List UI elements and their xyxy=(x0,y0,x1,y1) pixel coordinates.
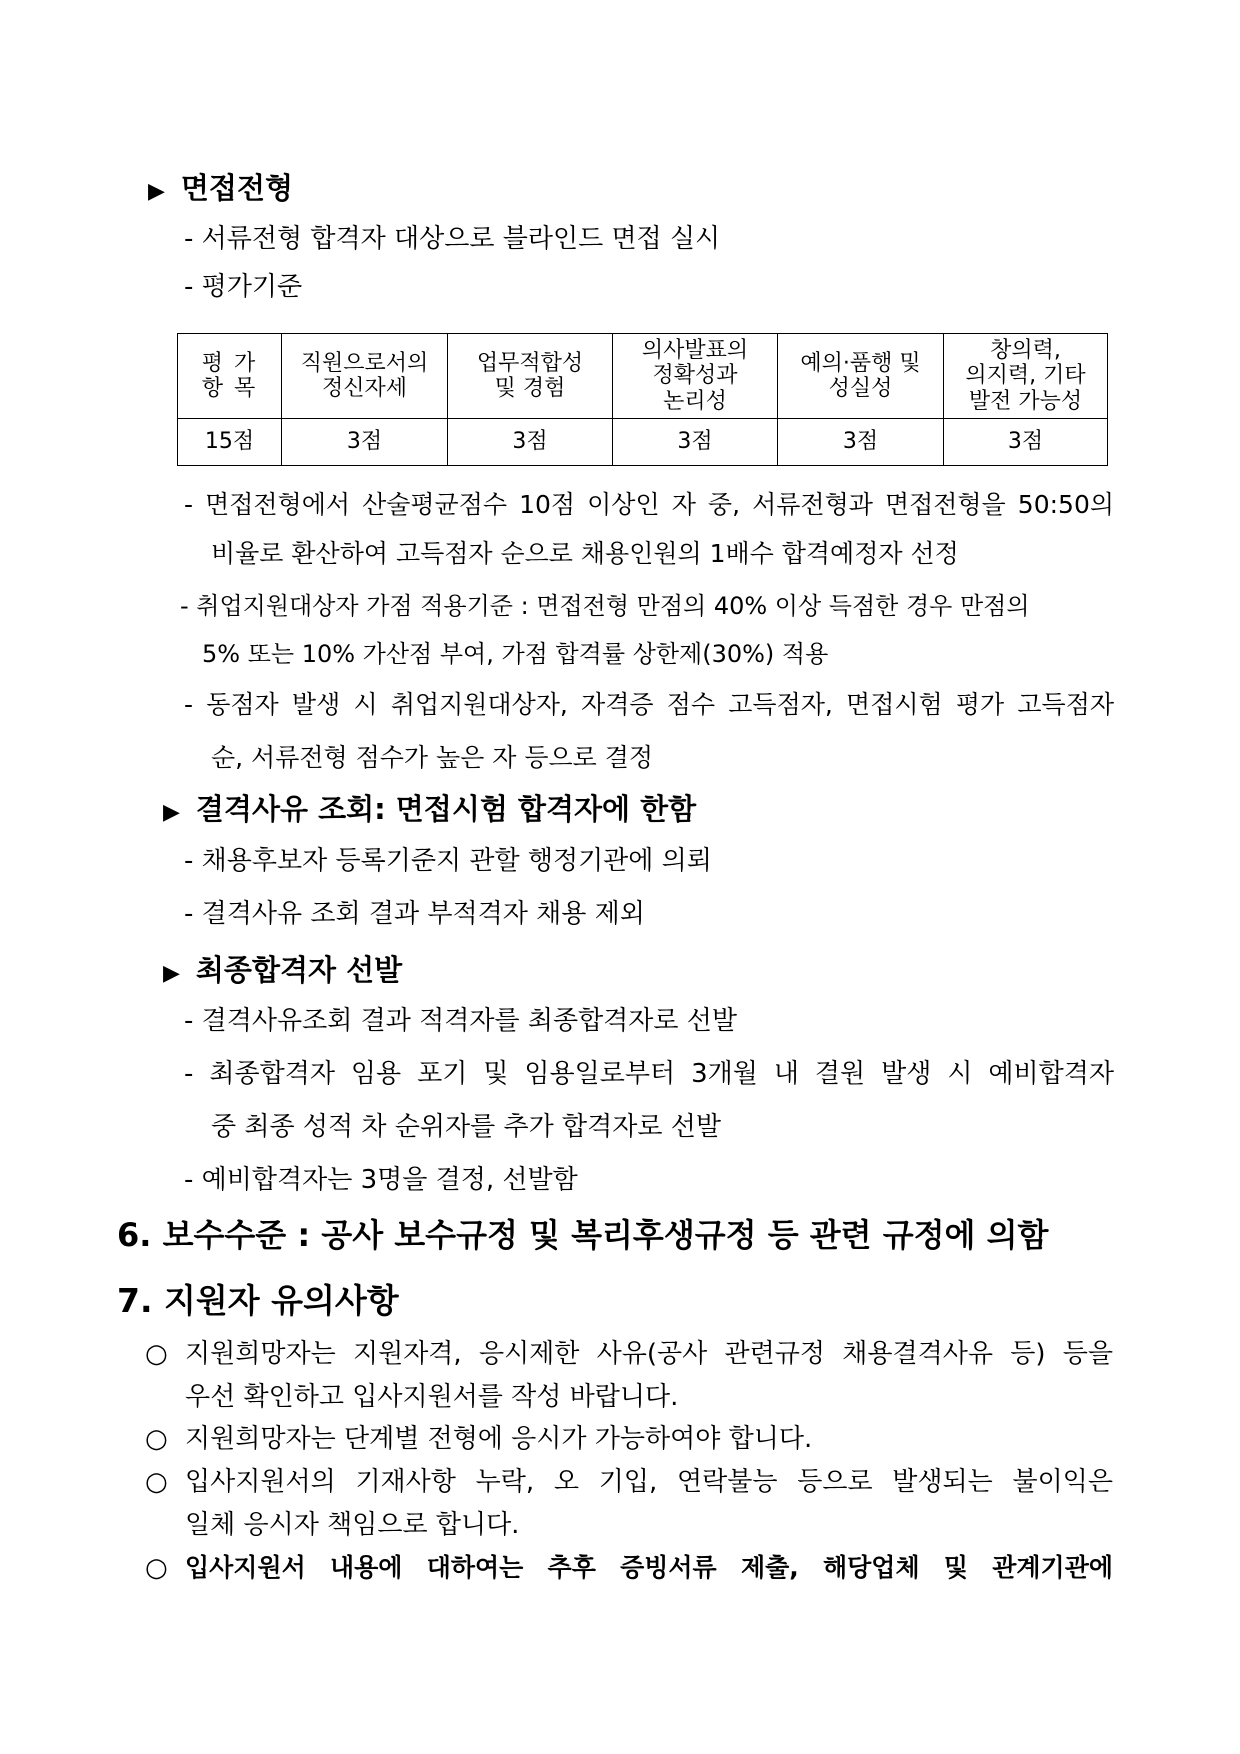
circle-bullet-icon: ○ xyxy=(145,1339,168,1369)
section-6-heading: 6. 보수수준 : 공사 보수규정 및 복리후생규정 등 관련 규정에 의함 xyxy=(117,1216,1049,1254)
criteria-header-row xyxy=(178,334,1108,419)
interview-item-2: - 평가기준 xyxy=(184,272,303,302)
circle-bullet-icon: ○ xyxy=(145,1424,168,1454)
interview-note-1-line-2: 비율로 환산하여 고득점자 순으로 채용인원의 1배수 합격예정자 선정 xyxy=(211,539,959,568)
criteria-score-cell: 3점 xyxy=(282,419,448,466)
criteria-header-cell: 직원으로서의 정신자세 xyxy=(282,334,448,419)
circle-bullet-icon: ○ xyxy=(145,1467,168,1497)
criteria-header-cell: 업무적합성 및 경험 xyxy=(448,334,613,419)
final-item-2-line-2: 중 최종 성적 차 순위자를 추가 합격자로 선발 xyxy=(211,1112,721,1142)
criteria-header-cell: 의사발표의 정확성과 논리성 xyxy=(613,334,778,419)
triangle-bullet-icon: ▶ xyxy=(163,961,180,986)
final-item-2-line-1: - 최종합격자 임용 포기 및 임용일로부터 3개월 내 결원 발생 시 예비합격자 xyxy=(184,1059,1114,1089)
triangle-bullet-icon: ▶ xyxy=(163,800,180,825)
criteria-score-cell: 3점 xyxy=(448,419,613,466)
interview-note-2-line-1: - 취업지원대상자 가점 적용기준 : 면접전형 만점의 40% 이상 득점한 경우 만점의 xyxy=(180,592,1030,620)
criteria-score-cell: 3점 xyxy=(778,419,944,466)
criteria-table xyxy=(177,333,1108,466)
notice-3-line-2: 일체 응시자 책임으로 합니다. xyxy=(185,1510,520,1540)
notice-1-line-1: ○ 지원희망자는 지원자격, 응시제한 사유(공사 관련규정 채용결격사유 등) 등을 xyxy=(145,1339,1113,1369)
disqualification-heading: ▶ 결격사유 조회: 면접시험 합격자에 한함 xyxy=(163,792,697,826)
notice-3-line-1: ○ 입사지원서의 기재사항 누락, 오 기입, 연락불능 등으로 발생되는 불이익은 xyxy=(145,1467,1113,1497)
criteria-header-cell: 예의·품행 및 성실성 xyxy=(778,334,944,419)
final-heading: ▶ 최종합격자 선발 xyxy=(163,953,403,987)
criteria-score-row xyxy=(178,419,1108,466)
criteria-score-cell: 3점 xyxy=(613,419,778,466)
criteria-header-cell: 창의력, 의지력, 기타 발전 가능성 xyxy=(944,334,1108,419)
criteria-score-cell: 15점 xyxy=(178,419,282,466)
circle-bullet-icon: ○ xyxy=(145,1553,168,1583)
disqualification-item-1: - 채용후보자 등록기준지 관할 행정기관에 의뢰 xyxy=(184,846,712,876)
interview-item-1: - 서류전형 합격자 대상으로 블라인드 면접 실시 xyxy=(184,224,721,254)
interview-note-1-line-1: - 면접전형에서 산술평균점수 10점 이상인 자 중, 서류전형과 면접전형을 50:50의 xyxy=(184,490,1114,519)
section-7-heading: 7. 지원자 유의사항 xyxy=(117,1281,399,1320)
interview-note-3-line-2: 순, 서류전형 점수가 높은 자 등으로 결정 xyxy=(211,743,654,772)
final-item-3: - 예비합격자는 3명을 결정, 선발함 xyxy=(184,1165,578,1195)
notice-1-line-2: 우선 확인하고 입사지원서를 작성 바랍니다. xyxy=(185,1382,679,1412)
notice-2: ○ 지원희망자는 단계별 전형에 응시가 가능하여야 합니다. xyxy=(145,1424,813,1454)
criteria-score-cell: 3점 xyxy=(944,419,1108,466)
interview-heading: ▶ 면접전형 xyxy=(148,171,293,205)
final-item-1: - 결격사유조회 결과 적격자를 최종합격자로 선발 xyxy=(184,1006,738,1036)
triangle-bullet-icon: ▶ xyxy=(148,179,165,204)
interview-note-2-line-2: 5% 또는 10% 가산점 부여, 가점 합격률 상한제(30%) 적용 xyxy=(202,640,829,668)
disqualification-item-2: - 결격사유 조회 결과 부적격자 채용 제외 xyxy=(184,899,645,929)
interview-note-3-line-1: - 동점자 발생 시 취업지원대상자, 자격증 점수 고득점자, 면접시험 평가 고득점자 xyxy=(184,690,1114,719)
notice-4: ○ 입사지원서 내용에 대하여는 추후 증빙서류 제출, 해당업체 및 관계기관에 xyxy=(145,1553,1113,1583)
criteria-header-cell: 평 가 항 목 xyxy=(178,334,282,419)
